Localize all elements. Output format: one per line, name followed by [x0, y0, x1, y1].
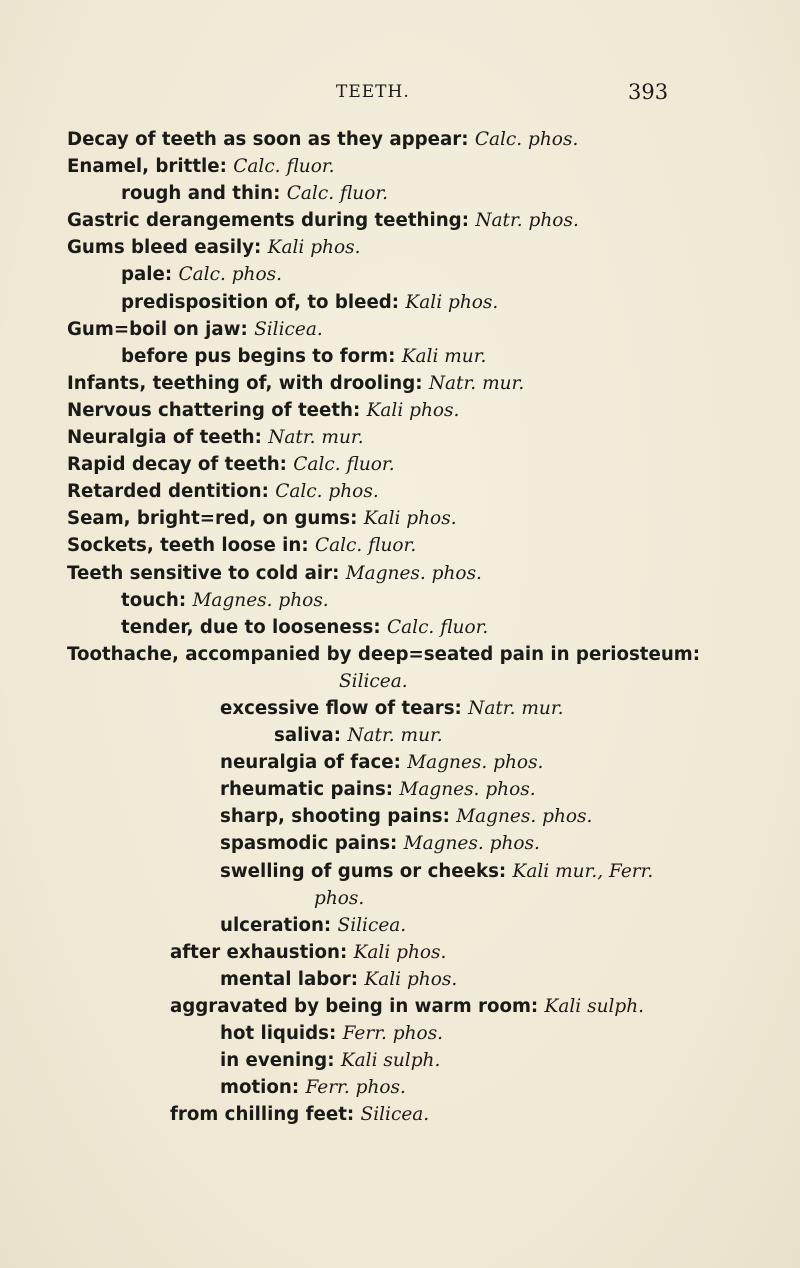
entry-label: Gums bleed easily: [67, 237, 262, 259]
entry-label: swelling of gums or cheeks: [220, 860, 507, 882]
index-entry [0, 126, 800, 153]
entry-remedy: Silicea. [337, 914, 407, 936]
entry-remedy: Calc. fluor. [293, 454, 395, 476]
entry-remedy: Natr. phos. [475, 210, 579, 232]
page-header [0, 82, 800, 106]
entry-remedy: Magnes. phos. [345, 562, 482, 584]
index-subentry [0, 587, 800, 614]
entry-label: touch: [121, 589, 187, 611]
index-subentry [0, 695, 800, 722]
entry-remedy: phos. [314, 887, 365, 909]
entry-remedy: Magnes. phos. [399, 779, 536, 801]
entry-remedy: Natr. mur. [268, 427, 364, 449]
index-subentry [0, 912, 800, 939]
entry-label: neuralgia of face: [220, 752, 401, 774]
entry-remedy: Silicea. [360, 1104, 430, 1126]
entry-label: Gum=boil on jaw: [67, 318, 248, 340]
entry-remedy: Calc. fluor. [314, 535, 417, 557]
entry-remedy: Kali sulph. [544, 996, 645, 1017]
index-subentry [0, 993, 800, 1020]
entry-label: saliva: [274, 725, 341, 747]
entry-label: sharp, shooting pains: [220, 806, 450, 828]
entry-label: Teeth sensitive to cold air: [67, 562, 340, 584]
entry-remedy: Calc. fluor. [233, 156, 335, 178]
entry-remedy: Natr. mur. [347, 725, 443, 747]
entry-label: rough and thin: [121, 183, 281, 205]
index-entry [0, 532, 800, 559]
entry-label: Rapid decay of teeth: [67, 454, 287, 476]
entry-remedy: Magnes. phos. [192, 589, 329, 611]
entry-label: Sockets, teeth loose in: [67, 535, 309, 557]
entry-remedy: Kali phos. [363, 508, 457, 530]
entry-remedy: Kali phos. [366, 399, 460, 421]
index-entry [0, 153, 800, 180]
index-subentry [0, 858, 800, 885]
entry-remedy: Silicea. [339, 670, 408, 692]
entry-label: spasmodic pains: [220, 833, 398, 855]
index-subentry [0, 830, 800, 857]
entry-label: mental labor: [220, 968, 359, 990]
index-subentry [0, 749, 800, 776]
entry-label: motion: [220, 1077, 300, 1099]
entry-remedy: Magnes. phos. [456, 806, 593, 828]
index-entry [0, 424, 800, 451]
index-entries [0, 126, 800, 1128]
index-subentry [0, 180, 800, 207]
running-title: TEETH. [336, 82, 410, 102]
index-entry [0, 397, 800, 424]
index-subentry [0, 722, 800, 749]
index-entry [0, 370, 800, 397]
entry-remedy: Calc. fluor. [386, 616, 489, 638]
entry-remedy: Calc. fluor. [286, 183, 389, 205]
entry-remedy: Kali sulph. [340, 1050, 441, 1072]
entry-label: ulceration: [220, 914, 332, 936]
index-entry [0, 505, 800, 532]
entry-remedy: Kali mur., Ferr. [512, 860, 654, 882]
entry-label: Seam, bright=red, on gums: [67, 508, 358, 530]
entry-remedy: Natr. mur. [428, 372, 525, 394]
entry-label: Retarded dentition: [67, 481, 269, 503]
entry-remedy: Magnes. phos. [403, 833, 540, 855]
entry-label: aggravated by being in warm room: [170, 996, 539, 1017]
entry-label: from chilling feet: [170, 1104, 355, 1126]
index-entry [0, 451, 800, 478]
entry-label: tender, due to looseness: [121, 616, 381, 638]
index-subentry [0, 939, 800, 966]
entry-label: hot liquids: [220, 1023, 337, 1045]
entry-label: Decay of teeth as soon as they appear: [67, 129, 469, 150]
index-subentry [0, 803, 800, 830]
entry-label: excessive flow of tears: [220, 697, 462, 719]
entry-label: in evening: [220, 1050, 335, 1072]
entry-remedy: Natr. mur. [468, 697, 564, 719]
index-subentry [0, 614, 800, 641]
entry-remedy: Calc. phos. [178, 264, 282, 286]
entry-remedy: Kali mur. [401, 345, 487, 367]
entry-remedy: Silicea. [254, 318, 323, 340]
entry-label: Gastric derangements during teething: [67, 210, 469, 232]
index-continuation [0, 885, 800, 912]
index-subentry [0, 1101, 800, 1128]
entry-label: predisposition of, to bleed: [121, 291, 400, 313]
index-entry [0, 207, 800, 234]
entry-label: Nervous chattering of teeth: [67, 399, 361, 421]
entry-remedy: Calc. phos. [474, 129, 579, 150]
entry-remedy: Ferr. phos. [342, 1023, 444, 1045]
entry-remedy: Kali phos. [364, 968, 458, 990]
index-subentry [0, 966, 800, 993]
index-subentry [0, 776, 800, 803]
index-subentry [0, 289, 800, 316]
entry-remedy: Kali phos. [353, 941, 447, 963]
entry-label: pale: [121, 264, 173, 286]
index-continuation [0, 668, 800, 695]
index-entry [0, 641, 800, 668]
index-subentry [0, 1074, 800, 1101]
index-entry [0, 316, 800, 343]
entry-remedy: Kali phos. [267, 237, 361, 259]
index-subentry [0, 261, 800, 288]
entry-label: Toothache, accompanied by deep=seated pain in periosteum: [67, 643, 701, 665]
entry-label: Enamel, brittle: [67, 156, 227, 178]
entry-remedy: Ferr. phos. [305, 1077, 406, 1099]
index-subentry [0, 1047, 800, 1074]
page-number: 393 [628, 80, 669, 104]
entry-label: Infants, teething of, with drooling: [67, 372, 423, 394]
entry-remedy: Magnes. phos. [407, 752, 544, 774]
entry-remedy: Kali phos. [405, 291, 499, 313]
index-entry [0, 234, 800, 261]
index-subentry [0, 343, 800, 370]
entry-label: rheumatic pains: [220, 779, 394, 801]
entry-label: Neuralgia of teeth: [67, 427, 262, 449]
index-entry [0, 560, 800, 587]
index-subentry [0, 1020, 800, 1047]
entry-remedy: Calc. phos. [275, 481, 379, 503]
entry-label: before pus begins to form: [121, 345, 396, 367]
index-entry [0, 478, 800, 505]
entry-label: after exhaustion: [170, 941, 348, 963]
